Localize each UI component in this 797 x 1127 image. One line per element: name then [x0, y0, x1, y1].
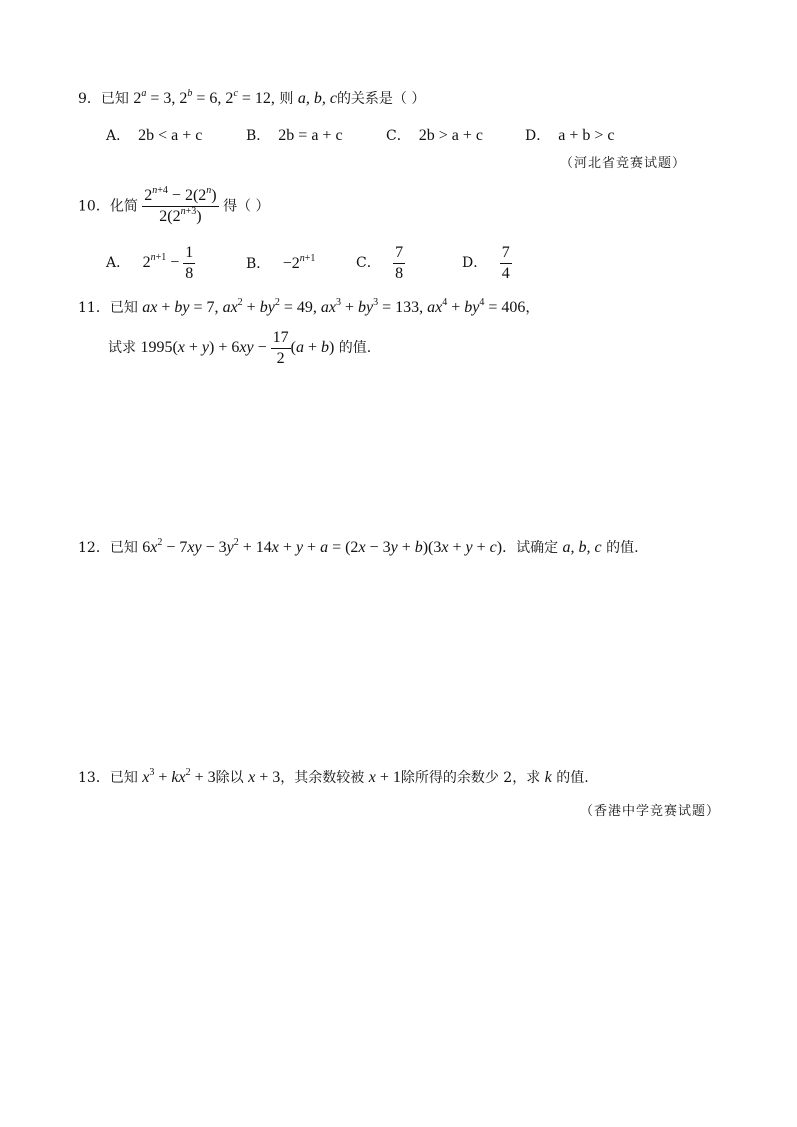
q9-source: （河北省竞赛试题）: [560, 156, 687, 171]
q9-option-a[interactable]: A． 2b < a + c: [106, 127, 203, 144]
q11-condition: ax + by = 7, $ax^2 + by^2 = 49$, $ax^3 + by^3 = 133$, $ax^4 + by^4 = 406$: [142, 297, 526, 316]
q10-option-d[interactable]: D． $\frac{7}{4}$: [462, 244, 510, 282]
q11-task: 试求 1995(x + y) + 6xy − $\frac{17}{2}$ (a + b) 的值.: [108, 329, 372, 367]
q12-stem: 12．已知 $6x^2 - 7xy - 3y^2 + 14x + y + a = (2x - 3y + b)(3x + y + c)$．试确定 a, b, c 的值.: [78, 537, 639, 556]
q9-option-d[interactable]: D． a + b > c: [525, 127, 615, 144]
q12-number: 12．: [78, 540, 110, 556]
q13-source: （香港中学竞赛试题）: [580, 804, 721, 819]
q10-expression: $\frac{2^{n+4} - 2(2^n)}{2(2^{n+3})}$: [144, 185, 217, 225]
q11-stem: 11．已知 ax + by = 7, $ax^2 + by^2 = 49$, $ax^3 + by^3 = 133$, $ax^4 + by^4 = 406$，: [78, 297, 540, 316]
q10-stem: 10．化简 $\frac{2^{n+4} - 2(2^n)}{2(2^{n+3})}$ 得（ ）: [78, 185, 270, 225]
q10-option-a[interactable]: A． $2^{n+1}$ − $\frac{1}{8}$: [106, 244, 194, 282]
q9-option-c[interactable]: C． 2b > a + c: [386, 127, 483, 144]
q13-number: 13．: [78, 770, 110, 786]
q9-option-b[interactable]: B． 2b = a + c: [246, 127, 343, 144]
q9-condition: $2^a = 3$, $2^b = 6$, $2^c = 12$,: [133, 88, 275, 107]
q9-number: 9．: [78, 91, 101, 107]
q12-equation: $6x^2 - 7xy - 3y^2 + 14x + y + a = (2x - 3y + b)(3x + y + c)$: [142, 537, 503, 556]
q9-stem: 9．已知 $2^a = 3$, $2^b = 6$, $2^c = 12$, 则 a, b, c的关系是（ ）: [78, 88, 426, 107]
q13-stem: 13．已知 $x^3 + kx^2 + 3$除以 x + 3，其余数较被 x + 1除所得的余数少 2，求 k 的值.: [78, 767, 589, 786]
q10-option-c[interactable]: C． $\frac{7}{8}$: [356, 244, 404, 282]
q10-option-b[interactable]: B． $-2^{n+1}$: [246, 253, 316, 272]
q10-number: 10．: [78, 198, 110, 215]
q11-expression: 1995(x + y) + 6xy − $\frac{17}{2}$ (a + b): [140, 329, 335, 367]
q11-number: 11．: [78, 300, 110, 316]
